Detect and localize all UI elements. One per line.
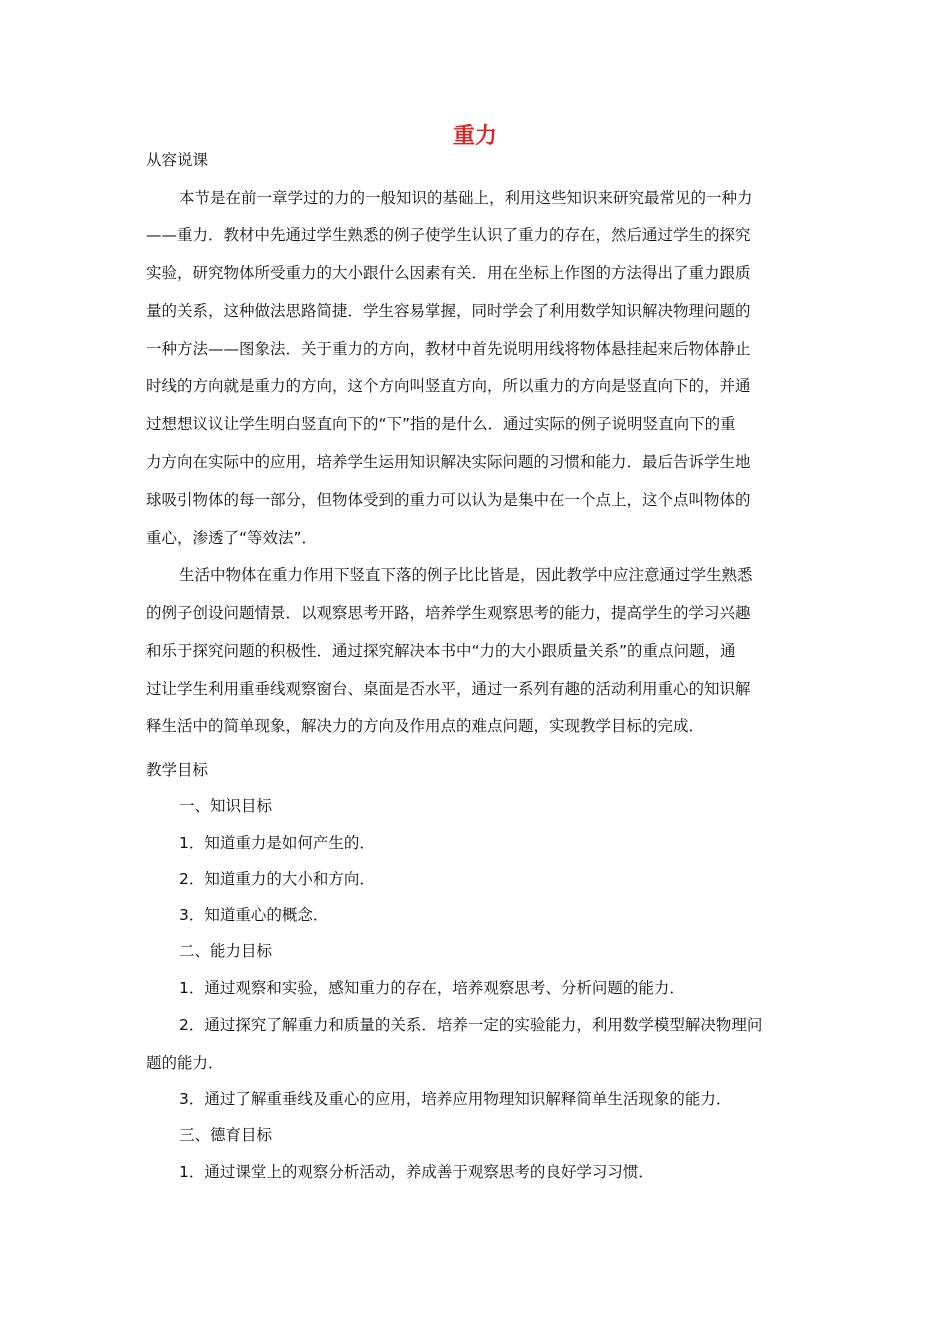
paragraph-line: 本节是在前一章学过的力的一般知识的基础上，利用这些知识来研究最常见的一种力 <box>179 189 753 207</box>
paragraph-line: 球吸引物体的每一部分，但物体受到的重力可以认为是集中在一个点上，这个点叫物体的 <box>146 491 751 509</box>
list-item: 2．通过探究了解重力和质量的关系．培养一定的实验能力，利用数学模型解决物理问 <box>179 1016 763 1034</box>
subheading-moral-goals: 三、德育目标 <box>179 1126 273 1144</box>
paragraph-line: 和乐于探究问题的积极性．通过探究解决本书中“力的大小跟质量关系”的重点问题，通 <box>146 642 736 660</box>
paragraph-line: 的例子创设问题情景．以观察思考开路，培养学生观察思考的能力，提高学生的学习兴趣 <box>146 604 751 622</box>
paragraph-line: 时线的方向就是重力的方向，这个方向叫竖直方向，所以重力的方向是竖直向下的，并通 <box>146 377 751 395</box>
paragraph-line: 释生活中的简单现象，解决力的方向及作用点的难点问题，实现教学目标的完成． <box>146 717 705 735</box>
subheading-knowledge-goals: 一、知识目标 <box>179 797 273 815</box>
paragraph-line: 量的关系，这种做法思路简捷．学生容易掌握，同时学会了利用数学知识解决物理问题的 <box>146 302 751 320</box>
section-heading-teaching-goals: 教学目标 <box>146 761 209 779</box>
document-title: 重力 <box>452 124 497 149</box>
paragraph-line: 力方向在实际中的应用，培养学生运用知识解决实际问题的习惯和能力．最后告诉学生地 <box>146 453 751 471</box>
paragraph-line: 生活中物体在重力作用下竖直下落的例子比比皆是，因此教学中应注意通过学生熟悉 <box>179 566 753 584</box>
list-item: 2．知道重力的大小和方向． <box>179 870 375 888</box>
paragraph-line: 过让学生利用重垂线观察窗台、桌面是否水平，通过一系列有趣的活动利用重心的知识解 <box>146 680 751 698</box>
list-item: 1．通过观察和实验，感知重力的存在，培养观察思考、分析问题的能力． <box>179 979 685 997</box>
paragraph-line: 实验，研究物体所受重力的大小跟什么因素有关．用在坐标上作图的方法得出了重力跟质 <box>146 264 751 282</box>
section-heading-lesson-talk: 从容说课 <box>146 151 209 169</box>
paragraph-line: 过想想议议让学生明白竖直向下的“下”指的是什么．通过实际的例子说明竖直向下的重 <box>146 415 736 433</box>
paragraph-line: ——重力．教材中先通过学生熟悉的例子使学生认识了重力的存在，然后通过学生的探究 <box>146 226 751 244</box>
list-item: 3．知道重心的概念． <box>179 906 329 924</box>
list-item: 1．知道重力是如何产生的． <box>179 834 375 852</box>
list-item: 3．通过了解重垂线及重心的应用，培养应用物理知识解释简单生活现象的能力． <box>179 1090 732 1108</box>
paragraph-line: 重心，渗透了“等效法”． <box>146 529 318 547</box>
list-item-continuation: 题的能力． <box>146 1054 224 1072</box>
list-item: 1．通过课堂上的观察分析活动，养成善于观察思考的良好学习习惯． <box>179 1163 654 1181</box>
paragraph-line: 一种方法——图象法．关于重力的方向，教材中首先说明用线将物体悬挂起来后物体静止 <box>146 340 751 358</box>
subheading-ability-goals: 二、能力目标 <box>179 942 273 960</box>
